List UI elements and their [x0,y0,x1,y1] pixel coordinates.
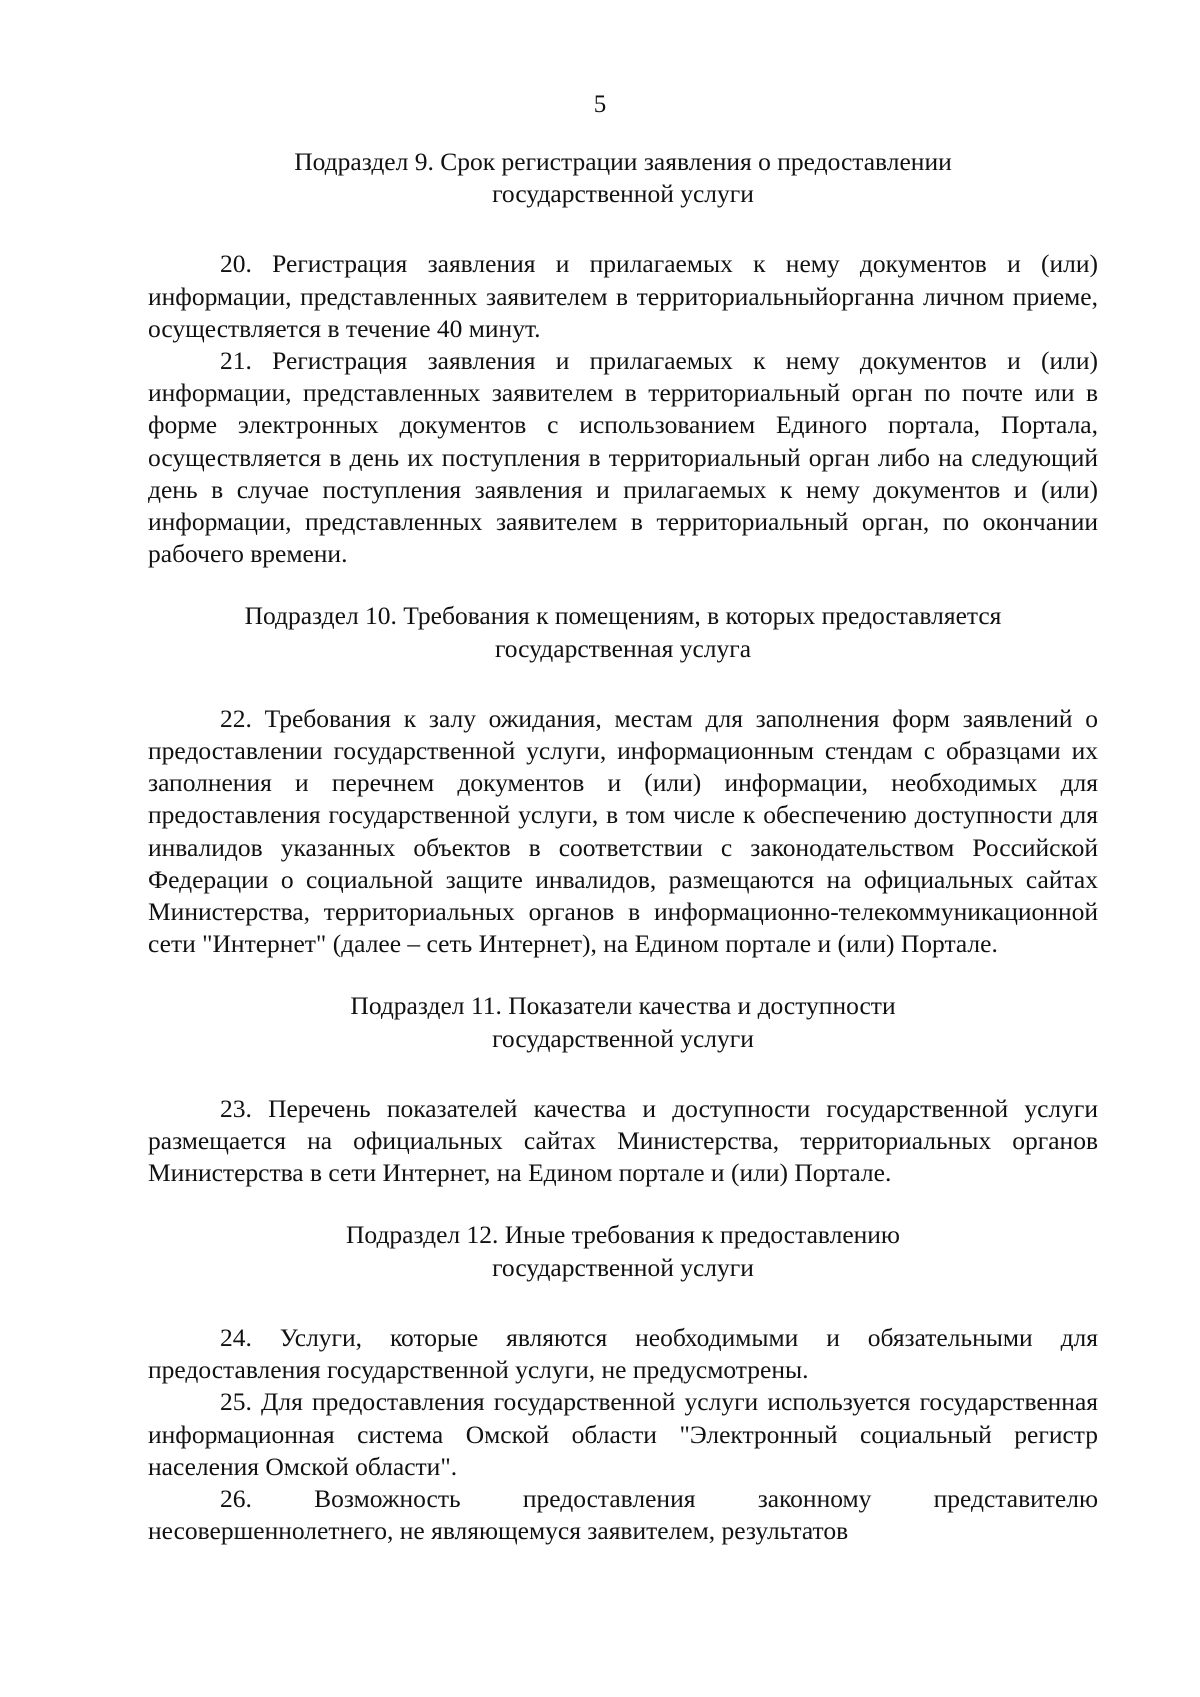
heading-line: государственная услуга [494,633,752,663]
heading-line: государственной услуги [492,179,754,209]
section-heading-10 [148,600,1098,664]
heading-line: государственной услуги [492,1023,754,1053]
paragraph-24: 24. Услуги, которые являются необходимыми и обязательными для предоставления государственной услуги, не предусмотрены. [148,1322,1098,1385]
section-heading-12 [148,1219,1098,1283]
heading-line: Подраздел 10. Требования к помещениям, в которых предоставляется [244,601,1002,631]
section-heading-11 [148,990,1098,1054]
paragraph-22: 22. Требования к залу ожидания, местам для заполнения форм заявлений о предоставлении государственной услуги, информационным стендам с образцами их заполнения и перечнем документов и (или) информации, необходимых для предоставления государственной услуги, в том числе к обеспечению доступности для инвалидов указанных объектов в соответствии с законодательством Российской Федерации о социальной защите инвалидов, размещаются на официальных сайтах Министерства, территориальных органов в информационно-телекоммуникационной сети "Интернет" (далее – сеть Интернет), на Едином портале и (или) Портале. [148,703,1098,959]
heading-line: Подраздел 12. Иные требования к предоставлению [346,1220,900,1250]
paragraph-23: 23. Перечень показателей качества и доступности государственной услуги размещается на официальных сайтах Министерства, территориальных органов Министерства в сети Интернет, на Едином портале и (или) Портале. [148,1093,1098,1188]
heading-line: государственной услуги [492,1252,754,1282]
document-body [148,146,1098,1547]
heading-line: Подраздел 9. Срок регистрации заявления о предоставлении [294,147,952,176]
paragraph-20: 20. Регистрация заявления и прилагаемых к нему документов и (или) информации, представленных заявителем в территориальныйорганна личном приеме, осуществляется в течение 40 минут. [148,249,1098,343]
paragraph-25: 25. Для предоставления государственной услуги используется государственная информационная система Омской области "Электронный социальный регистр населения Омской области". [148,1387,1098,1481]
page-number: 5 [593,91,607,118]
heading-line: Подраздел 11. Показатели качества и доступности [350,991,896,1021]
paragraph-26: 26. Возможность предоставления законному представителю несовершеннолетнего, не являющемуся заявителем, результатов [148,1483,1098,1546]
section-heading-9 [148,146,1098,210]
paragraph-21: 21. Регистрация заявления и прилагаемых к нему документов и (или) информации, представленных заявителем в территориальный орган по почте или в форме электронных документов с использованием Единого портала, Портала, осуществляется в день их поступления в территориальный орган либо на следующий день в случае поступления заявления и прилагаемых к нему документов и (или) информации, представленных заявителем в территориальный орган, по окончании рабочего времени. [148,346,1098,569]
